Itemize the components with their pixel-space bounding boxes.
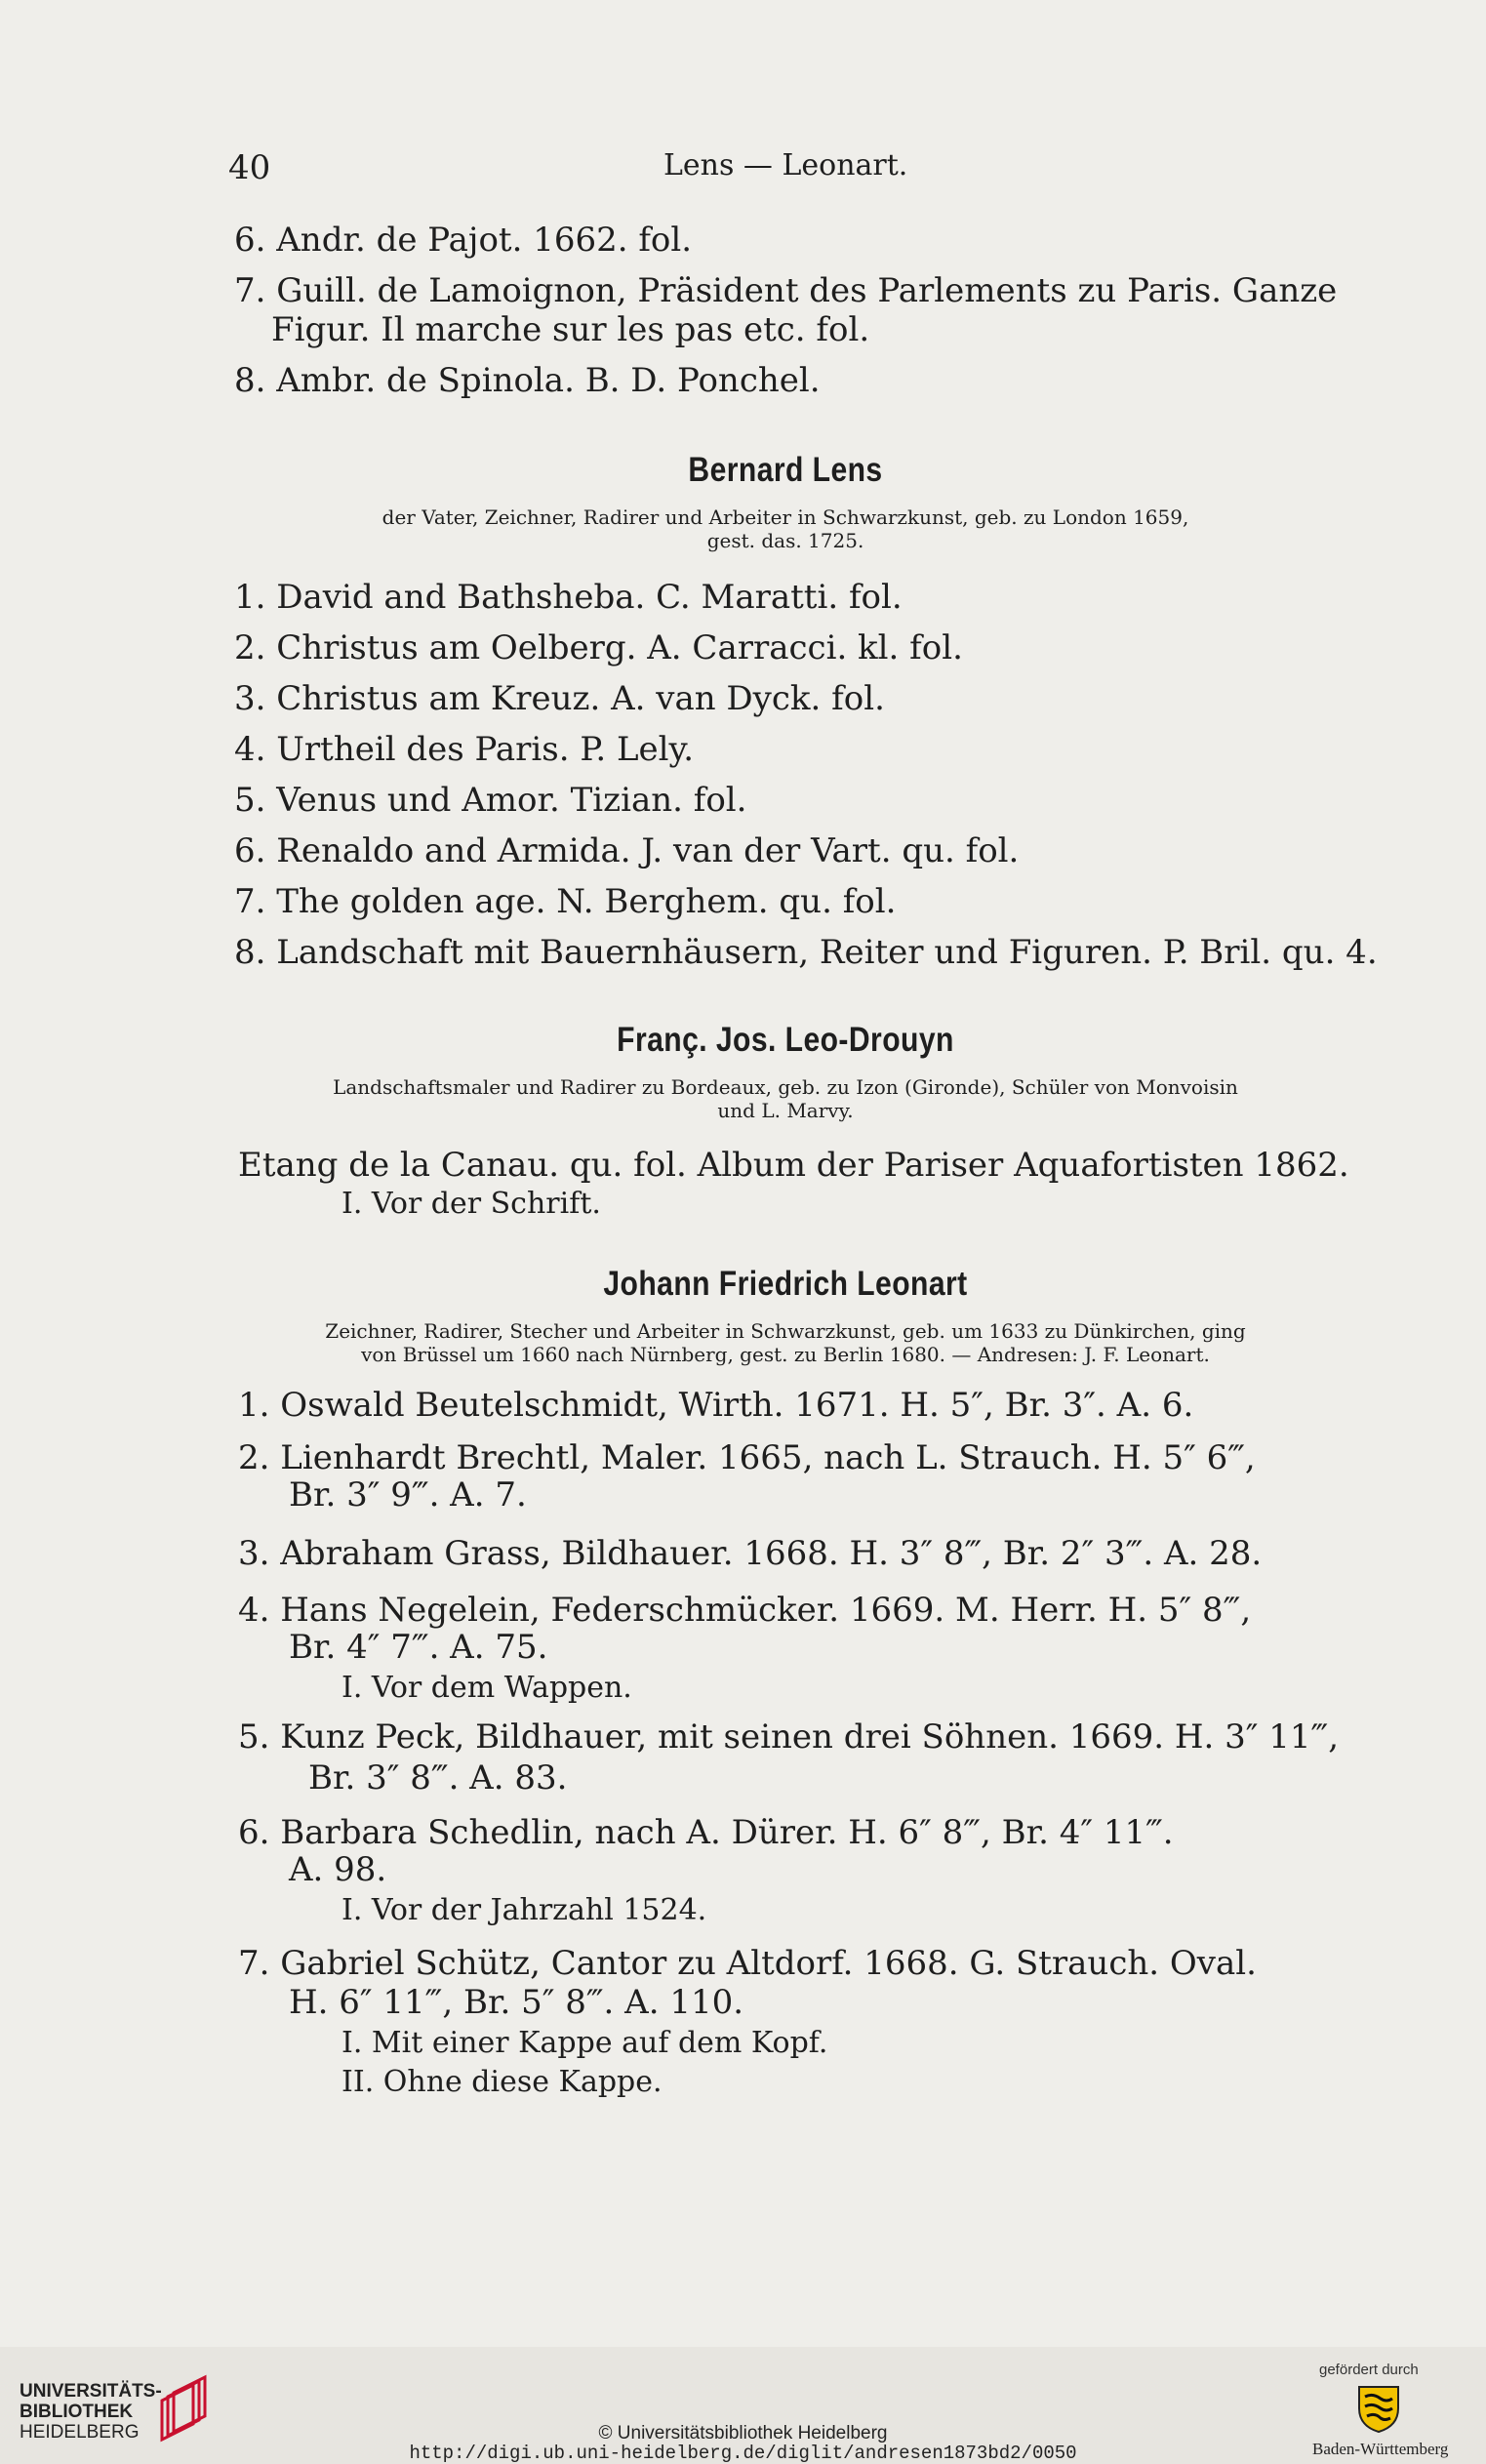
leonart-entry-5b: Br. 3″ 8‴. A. 83.	[308, 1758, 568, 1798]
entry-lamoignon-2: Figur. Il marche sur les pas etc. fol.	[271, 310, 870, 349]
lens-entry-2: 2. Christus am Oelberg. A. Carracci. kl. fol.	[234, 628, 963, 667]
leonart-entry-4a: 4. Hans Negelein, Federschmücker. 1669. M. Herr. H. 5″ 8‴,	[238, 1591, 1252, 1630]
lens-entry-5: 5. Venus und Amor. Tizian. fol.	[234, 781, 747, 820]
lens-entry-1: 1. David and Bathsheba. C. Maratti. fol.	[234, 578, 903, 617]
leonart-entry-6a: 6. Barbara Schedlin, nach A. Dürer. H. 6″ 8‴, Br. 4″ 11‴.	[238, 1813, 1174, 1852]
lens-subtitle-2: gest. das. 1725.	[706, 529, 864, 552]
state-name: Baden-Württemberg	[1312, 2440, 1449, 2458]
library-line-3: HEIDELBERG	[20, 2422, 140, 2443]
lens-subtitle-1: der Vater, Zeichner, Radirer und Arbeiter in Schwarzkunst, geb. zu London 1659,	[382, 505, 1189, 529]
state-crest-icon	[1351, 2381, 1406, 2434]
lens-entry-8: 8. Landschaft mit Bauernhäusern, Reiter und Figuren. P. Bril. qu. 4.	[234, 933, 1378, 972]
leonart-entry-5a: 5. Kunz Peck, Bildhauer, mit seinen drei Söhnen. 1669. H. 3″ 11‴,	[238, 1717, 1340, 1757]
heading-leonart: Johann Friedrich Leonart	[603, 1265, 968, 1303]
leonart-subtitle-1: Zeichner, Radirer, Stecher und Arbeiter in Schwarzkunst, geb. um 1633 zu Dünkirchen, ging	[325, 1319, 1246, 1343]
funded-by-label: gefördert durch	[1319, 2362, 1419, 2378]
library-line-1: UNIVERSITÄTS-	[20, 2381, 162, 2402]
leonart-entry-6-note: I. Vor der Jahrzahl 1524.	[341, 1893, 707, 1927]
copyright-text: © Universitätsbibliothek Heidelberg	[598, 2423, 888, 2444]
leonart-entry-7a: 7. Gabriel Schütz, Cantor zu Altdorf. 1668. G. Strauch. Oval.	[238, 1944, 1257, 1983]
leonart-entry-7-note-1: I. Mit einer Kappe auf dem Kopf.	[341, 2026, 828, 2060]
leonart-entry-6b: A. 98.	[289, 1850, 387, 1889]
lens-entry-7: 7. The golden age. N. Berghem. qu. fol.	[234, 882, 897, 921]
entry-lamoignon-1: 7. Guill. de Lamoignon, Präsident des Parlements zu Paris. Ganze	[234, 271, 1338, 310]
lens-entry-6: 6. Renaldo and Armida. J. van der Vart. qu. fol.	[234, 831, 1020, 870]
leonart-entry-1: 1. Oswald Beutelschmidt, Wirth. 1671. H. 5″, Br. 3″. A. 6.	[238, 1386, 1194, 1425]
entry-pajot: 6. Andr. de Pajot. 1662. fol.	[234, 221, 693, 260]
heading-leo-drouyn: Franç. Jos. Leo-Drouyn	[617, 1021, 954, 1059]
leonart-entry-4-note: I. Vor dem Wappen.	[341, 1671, 632, 1705]
leonart-entry-4b: Br. 4″ 7‴. A. 75.	[289, 1628, 548, 1667]
leodrouyn-note: I. Vor der Schrift.	[341, 1187, 601, 1221]
leodrouyn-subtitle-2: und L. Marvy.	[717, 1099, 854, 1122]
lens-entry-3: 3. Christus am Kreuz. A. van Dyck. fol.	[234, 679, 885, 718]
library-line-2: BIBLIOTHEK	[20, 2402, 134, 2422]
permalink-url[interactable]: http://digi.ub.uni-heidelberg.de/diglit/andresen1873bd2/0050	[409, 2443, 1077, 2464]
leonart-entry-7b: H. 6″ 11‴, Br. 5″ 8‴. A. 110.	[289, 1983, 744, 2022]
entry-spinola: 8. Ambr. de Spinola. B. D. Ponchel.	[234, 361, 821, 400]
leonart-entry-7-note-2: II. Ohne diese Kappe.	[341, 2065, 663, 2099]
lens-entry-4: 4. Urtheil des Paris. P. Lely.	[234, 730, 695, 769]
leonart-entry-2b: Br. 3″ 9‴. A. 7.	[289, 1475, 527, 1515]
running-title: Lens — Leonart.	[663, 148, 908, 182]
leodrouyn-entry: Etang de la Canau. qu. fol. Album der Pariser Aquafortisten 1862.	[238, 1146, 1349, 1185]
heading-bernard-lens: Bernard Lens	[688, 451, 883, 489]
leodrouyn-subtitle-1: Landschaftsmaler und Radirer zu Bordeaux, geb. zu Izon (Gironde), Schüler von Monvoisin	[333, 1075, 1238, 1099]
leonart-entry-3: 3. Abraham Grass, Bildhauer. 1668. H. 3″ 8‴, Br. 2″ 3‴. A. 28.	[238, 1534, 1263, 1573]
leonart-subtitle-2: von Brüssel um 1660 nach Nürnberg, gest. zu Berlin 1680. — Andresen: J. F. Leonart.	[361, 1343, 1210, 1366]
leonart-entry-2a: 2. Lienhardt Brechtl, Maler. 1665, nach L. Strauch. H. 5″ 6‴,	[238, 1438, 1256, 1477]
page-number: 40	[228, 148, 271, 187]
